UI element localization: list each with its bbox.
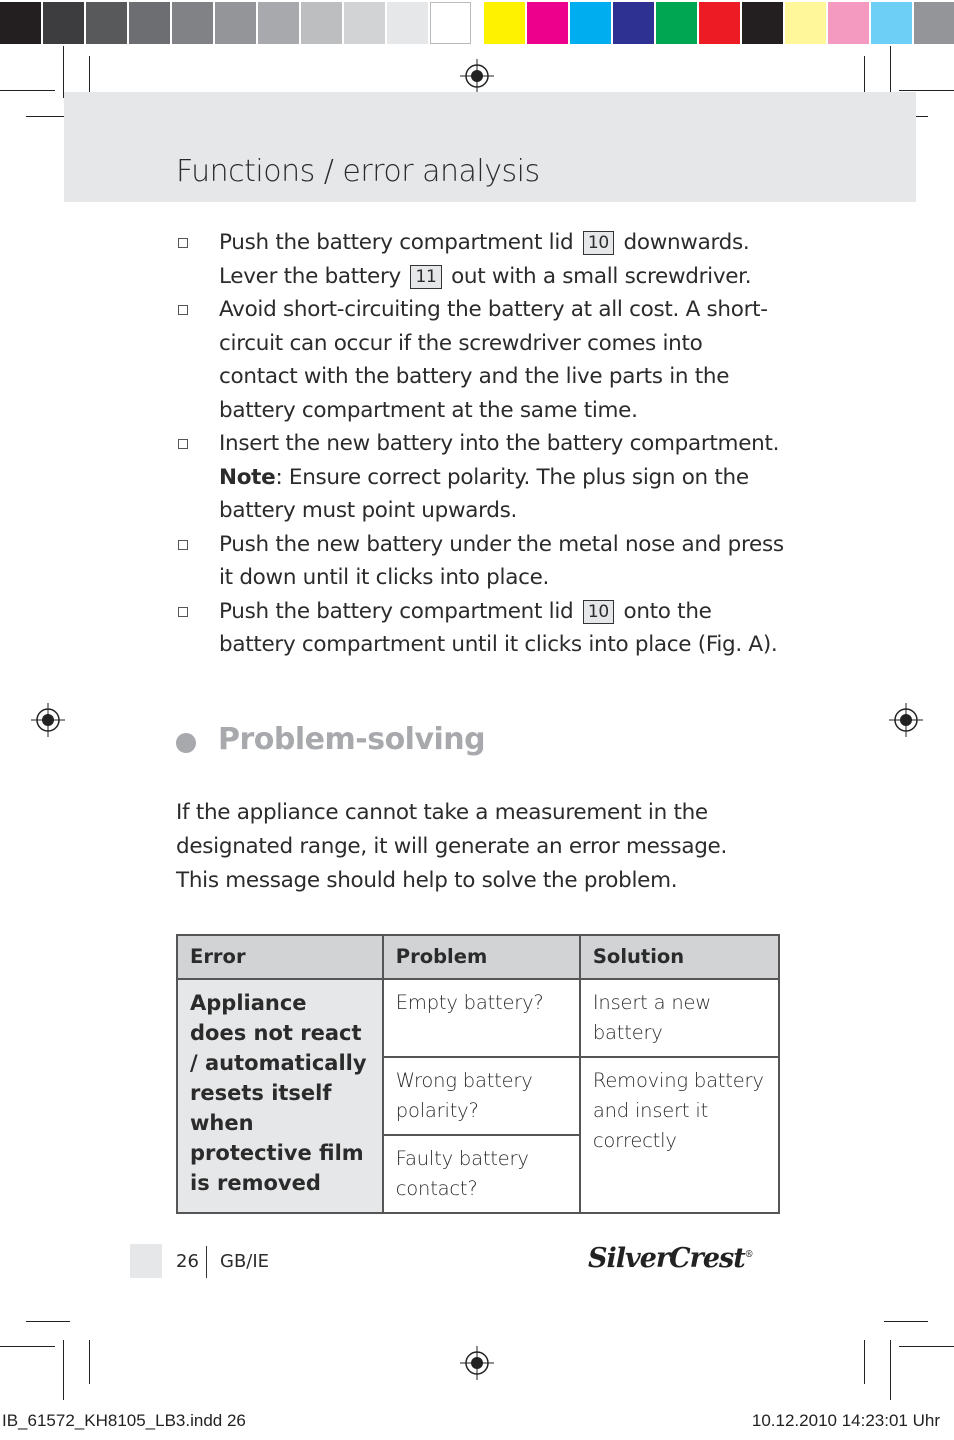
footer-divider bbox=[206, 1246, 207, 1278]
crop-mark bbox=[63, 1340, 64, 1400]
print-timestamp: 10.12.2010 14:23:01 Uhr bbox=[751, 1411, 940, 1430]
problem-cell: Faulty battery contact? bbox=[383, 1135, 580, 1213]
checkbox-bullet-icon bbox=[178, 305, 188, 315]
registration-mark-icon bbox=[31, 703, 65, 737]
color-swatch bbox=[172, 2, 213, 44]
color-swatch bbox=[215, 2, 256, 44]
color-swatch bbox=[914, 2, 954, 44]
color-swatch bbox=[656, 2, 697, 44]
checkbox-bullet-icon bbox=[178, 238, 188, 248]
solution-cell: Insert a new battery bbox=[580, 979, 779, 1057]
checkbox-bullet-icon bbox=[178, 607, 188, 617]
note-label: Note bbox=[219, 464, 276, 490]
crop-mark bbox=[26, 1321, 70, 1322]
checkbox-bullet-icon bbox=[178, 540, 188, 550]
page-number: 26 bbox=[176, 1251, 199, 1272]
registration-mark-icon bbox=[460, 1346, 494, 1380]
section-title: Problem-solving bbox=[218, 722, 486, 757]
problem-cell: Empty battery? bbox=[383, 979, 580, 1057]
color-swatch bbox=[527, 2, 568, 44]
color-swatch bbox=[344, 2, 385, 44]
page-title: Functions / error analysis bbox=[176, 154, 540, 189]
color-swatch bbox=[570, 2, 611, 44]
color-swatch bbox=[86, 2, 127, 44]
color-swatch-bar bbox=[484, 0, 954, 46]
section-bullet-icon bbox=[176, 733, 196, 753]
crop-mark bbox=[0, 90, 55, 91]
problem-cell: Wrong battery polarity? bbox=[383, 1057, 580, 1135]
list-item: Push the battery compartment lid 10 onto the battery compartment until it clicks into place (Fig. A). bbox=[176, 595, 786, 662]
problem-solving-table bbox=[176, 934, 780, 1214]
column-header: Problem bbox=[383, 935, 580, 979]
part-reference-badge: 11 bbox=[410, 265, 441, 289]
color-swatch bbox=[258, 2, 299, 44]
crop-mark bbox=[89, 1340, 90, 1384]
column-header: Solution bbox=[580, 935, 779, 979]
table-header-row bbox=[177, 935, 779, 979]
color-swatch bbox=[871, 2, 912, 44]
color-swatch bbox=[742, 2, 783, 44]
color-swatch bbox=[699, 2, 740, 44]
color-swatch bbox=[484, 2, 525, 44]
list-item: Avoid short-circuiting the battery at all cost. A short-circuit can occur if the screwdriver comes into contact with the battery and the live parts in the battery compartment at the same time. bbox=[176, 293, 786, 427]
table-row bbox=[177, 979, 779, 1057]
crop-mark bbox=[0, 1346, 55, 1347]
color-swatch bbox=[613, 2, 654, 44]
page-tab-marker bbox=[130, 1244, 162, 1278]
crop-mark bbox=[884, 1321, 928, 1322]
file-slug: IB_61572_KH8105_LB3.indd 26 bbox=[2, 1411, 246, 1430]
crop-mark bbox=[864, 1340, 865, 1384]
color-swatch bbox=[387, 2, 428, 44]
error-cell: Appliance does not react / automatically resets itself when protective film is removed bbox=[177, 979, 383, 1213]
country-code: GB/IE bbox=[220, 1251, 270, 1272]
brand-logo: SilverCrest® bbox=[588, 1243, 753, 1274]
gray-swatch-bar bbox=[0, 0, 473, 46]
intro-paragraph: If the appliance cannot take a measurement in the designated range, it will generate an error message. This message should help to solve the problem. bbox=[176, 800, 728, 893]
instruction-list bbox=[176, 226, 786, 662]
crop-mark bbox=[890, 1340, 891, 1400]
color-swatch bbox=[43, 2, 84, 44]
part-reference-badge: 10 bbox=[583, 600, 614, 624]
registration-mark-icon bbox=[460, 59, 494, 93]
crop-mark bbox=[899, 90, 954, 91]
color-swatch bbox=[301, 2, 342, 44]
crop-mark bbox=[890, 46, 891, 98]
color-swatch bbox=[0, 2, 41, 44]
checkbox-bullet-icon bbox=[178, 439, 188, 449]
color-swatch bbox=[129, 2, 170, 44]
crop-mark bbox=[899, 1346, 954, 1347]
color-swatch bbox=[430, 2, 471, 44]
list-item: Insert the new battery into the battery compartment. Note: Ensure correct polarity. The plus sign on the battery must point upwards. bbox=[176, 427, 786, 528]
list-item: Push the new battery under the metal nose and press it down until it clicks into place. bbox=[176, 528, 786, 595]
solution-cell: Removing battery and insert it correctly bbox=[580, 1057, 779, 1213]
registration-mark-icon bbox=[889, 703, 923, 737]
column-header: Error bbox=[177, 935, 383, 979]
part-reference-badge: 10 bbox=[583, 231, 614, 255]
color-swatch bbox=[828, 2, 869, 44]
color-swatch bbox=[785, 2, 826, 44]
list-item: Push the battery compartment lid 10 downwards. Lever the battery 11 out with a small screwdriver. bbox=[176, 226, 786, 293]
crop-mark bbox=[63, 46, 64, 98]
